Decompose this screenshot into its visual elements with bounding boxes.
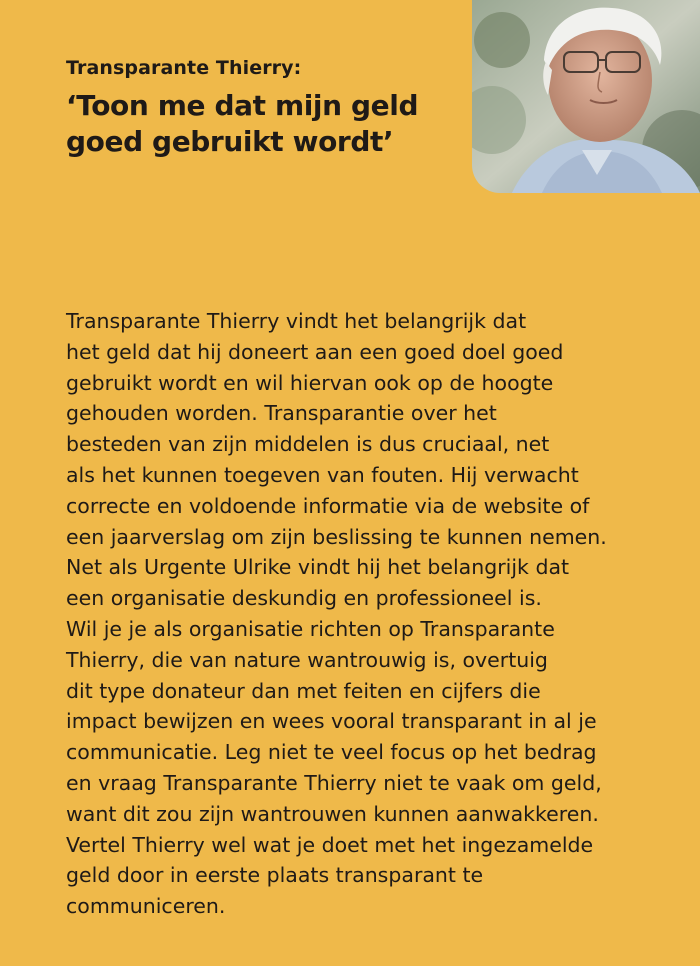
body-line: een jaarverslag om zijn beslissing te kunnen nemen. (66, 524, 607, 549)
portrait-photo (472, 0, 700, 193)
body-line: impact bewijzen en wees vooral transparant in al je (66, 709, 597, 734)
body-line: het geld dat hij doneert aan een goed doel goed (66, 339, 564, 364)
article-kicker: Transparante Thierry: (66, 57, 302, 79)
body-line: gebruikt wordt en wil hiervan ook op de hoogte (66, 370, 554, 395)
body-line: correcte en voldoende informatie via de website of (66, 493, 590, 518)
body-line: Wil je je als organisatie richten op Transparante (66, 616, 555, 641)
body-line: Net als Urgente Ulrike vindt hij het belangrijk dat (66, 555, 570, 580)
elderly-man-portrait-icon (472, 0, 700, 193)
body-line: Thierry, die van nature wantrouwig is, overtuig (66, 647, 548, 672)
body-line: gehouden worden. Transparantie over het (66, 401, 497, 426)
body-line: geld door in eerste plaats transparant te (66, 863, 484, 888)
article-headline (66, 88, 456, 160)
body-line: en vraag Transparante Thierry niet te vaak om geld, (66, 770, 602, 795)
body-line: want dit zou zijn wantrouwen kunnen aanwakkeren. (66, 801, 599, 826)
body-line: een organisatie deskundig en professioneel is. (66, 586, 542, 611)
headline-line: goed gebruikt wordt’ (66, 125, 394, 158)
body-line: dit type donateur dan met feiten en cijfers die (66, 678, 541, 703)
body-line: Transparante Thierry vindt het belangrijk dat (66, 309, 527, 333)
body-line: besteden van zijn middelen is dus cruciaal, net (66, 432, 550, 457)
body-line: communiceren. (66, 894, 226, 919)
headline-line: ‘Toon me dat mijn geld (66, 89, 419, 122)
body-line: als het kunnen toegeven van fouten. Hij verwacht (66, 462, 579, 487)
article-body (66, 306, 666, 922)
body-line: communicatie. Leg niet te veel focus op het bedrag (66, 740, 597, 765)
body-line: Vertel Thierry wel wat je doet met het ingezamelde (66, 832, 594, 857)
